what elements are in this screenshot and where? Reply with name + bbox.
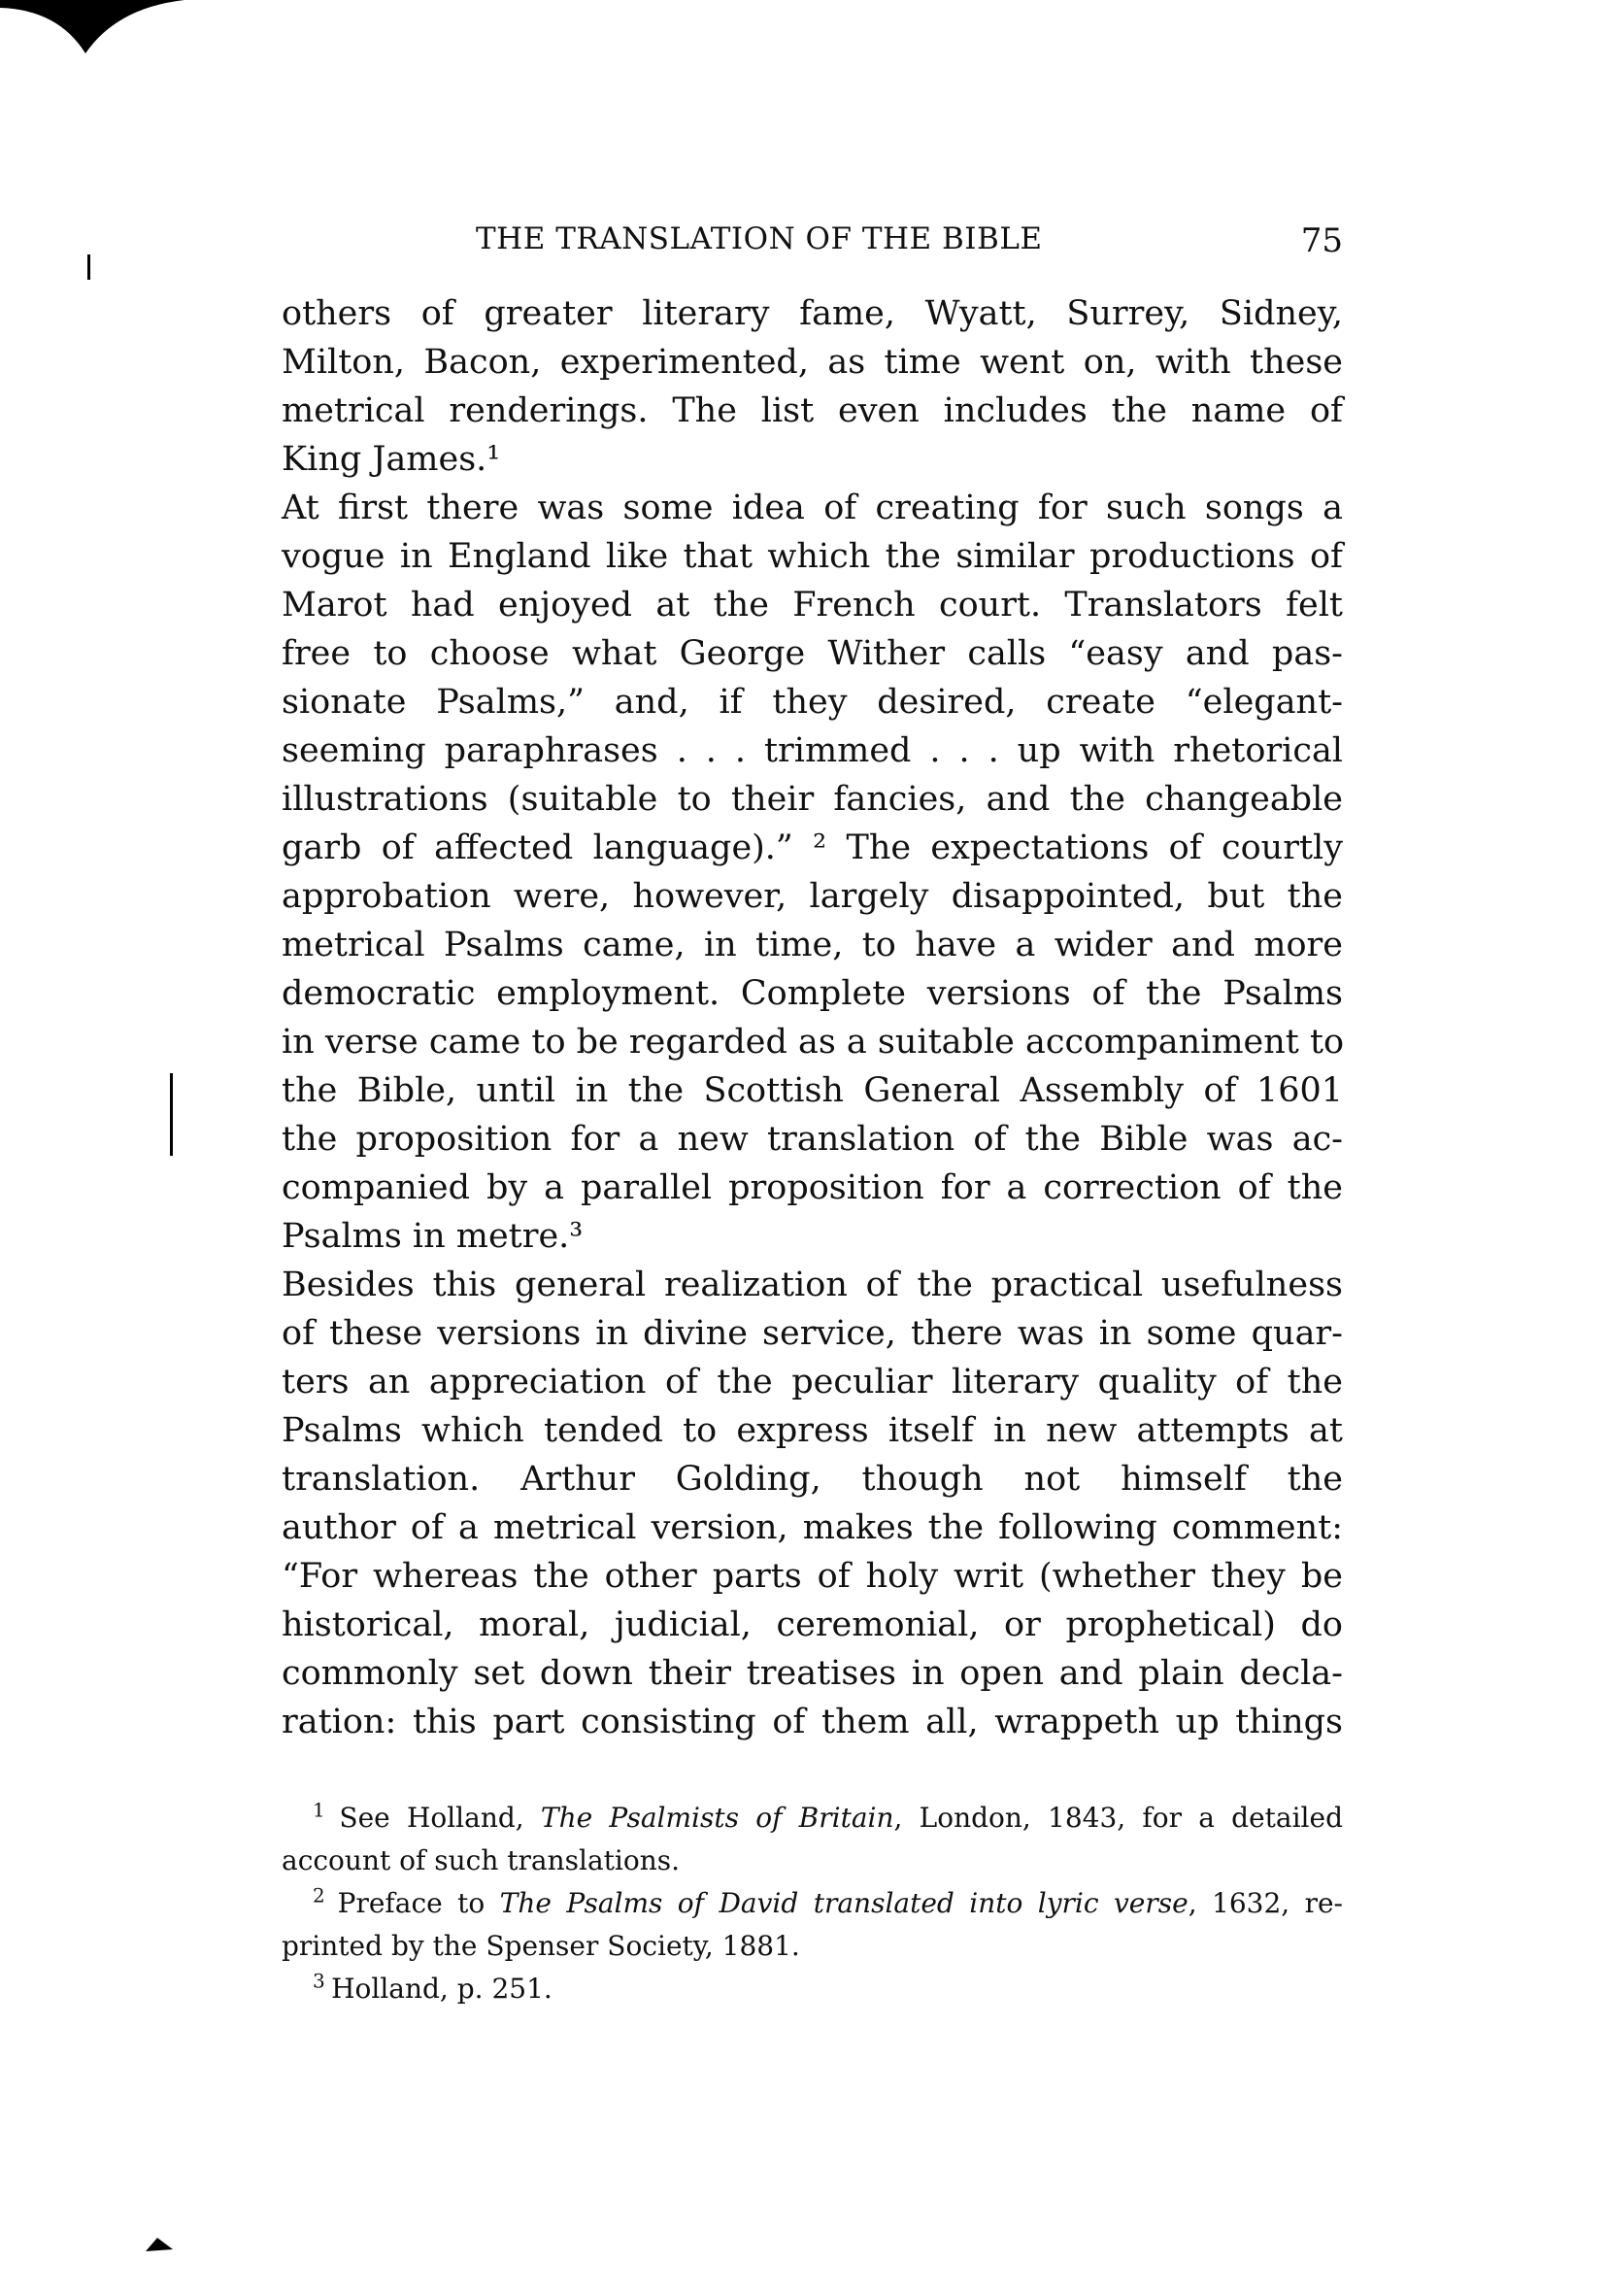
text-line: seeming paraphrases . . . trimmed . . . up with rhetorical: [282, 731, 1343, 770]
text-line: “For whereas the other parts of holy writ (whether they be: [282, 1557, 1343, 1596]
text-line: metrical renderings. The list even includes the name of: [282, 391, 1343, 430]
text-line: Milton, Bacon, experimented, as time went on, with these: [282, 343, 1343, 382]
text-line: sionate Psalms,” and, if they desired, create “elegant-: [282, 683, 1343, 722]
text-line: Marot had enjoyed at the French court. Translators felt: [282, 586, 1343, 625]
text-line: King James.¹: [282, 440, 501, 479]
text-line: author of a metrical version, makes the following comment:: [282, 1508, 1343, 1547]
text-line: Besides this general realization of the practical usefulness: [282, 1266, 1343, 1304]
footnote-text: See Holland,: [339, 1802, 541, 1834]
text-line: garb of affected language).” ² The expectations of courtly: [282, 828, 1343, 867]
scan-corner-mark: [0, 0, 184, 58]
footnote-title: The Psalmists of Britain: [540, 1802, 894, 1834]
footnote: [282, 1968, 1343, 2010]
page-number: 75: [1300, 221, 1343, 260]
text-line: Psalms which tended to express itself in new attempts at: [282, 1411, 1343, 1450]
footnotes: [282, 1797, 1343, 2010]
footnote: [282, 1882, 1343, 1925]
footnote-continuation: account of such translations.: [282, 1844, 681, 1876]
footnote-number: 1: [313, 1798, 340, 1822]
text-line: ration: this part consisting of them all, wrappeth up things: [282, 1703, 1343, 1741]
scan-margin-bar: [170, 1073, 173, 1156]
running-title: THE TRANSLATION OF THE BIBLE: [476, 221, 1043, 256]
footnote-number: 2: [313, 1883, 338, 1908]
text-line: illustrations (suitable to their fancies, and the changeable: [282, 780, 1343, 819]
text-line: vogue in England like that which the similar productions of: [282, 537, 1343, 576]
body-text: [282, 289, 1343, 1746]
text-line: the proposition for a new translation of the Bible was ac-: [282, 1120, 1343, 1159]
text-line: of these versions in divine service, there was in some quar-: [282, 1314, 1343, 1353]
text-line: others of greater literary fame, Wyatt, Surrey, Sidney,: [282, 294, 1343, 333]
text-line: the Bible, until in the Scottish General Assembly of 1601: [282, 1071, 1343, 1110]
text-line: translation. Arthur Golding, though not himself the: [282, 1460, 1343, 1499]
text-line: ters an appreciation of the peculiar literary quality of the: [282, 1363, 1343, 1401]
text-line: At first there was some idea of creating for such songs a: [282, 489, 1343, 527]
text-line: commonly set down their treatises in open and plain decla-: [282, 1654, 1343, 1693]
running-header: [282, 221, 1343, 264]
text-line: companied by a parallel proposition for a correction of the: [282, 1168, 1343, 1207]
text-line: Psalms in metre.³: [282, 1217, 584, 1256]
text-line: metrical Psalms came, in time, to have a wider and more: [282, 926, 1343, 964]
footnote-number: 3: [313, 1969, 332, 1993]
footnote-title: The Psalms of David translated into lyric verse: [499, 1887, 1189, 1919]
footnote-text: Preface to: [337, 1887, 500, 1919]
footnote-text: , London, 1843, for a detailed: [893, 1802, 1344, 1834]
footnote-continuation: printed by the Spenser Society, 1881.: [282, 1930, 800, 1962]
text-line: historical, moral, judicial, ceremonial, or prophetical) do: [282, 1605, 1343, 1644]
footnote-text: Holland, p. 251.: [331, 1973, 552, 2005]
scan-arrow-mark: [146, 2234, 175, 2253]
scan-margin-bar: [87, 254, 90, 280]
text-line: approbation were, however, largely disappointed, but the: [282, 877, 1343, 916]
footnote-text: , 1632, re-: [1188, 1887, 1344, 1919]
text-line: free to choose what George Wither calls “easy and pas-: [282, 634, 1343, 673]
footnote: [282, 1797, 1343, 1840]
text-line: in verse came to be regarded as a suitable accompaniment to: [282, 1023, 1345, 1062]
text-line: democratic employment. Complete versions of the Psalms: [282, 974, 1343, 1013]
